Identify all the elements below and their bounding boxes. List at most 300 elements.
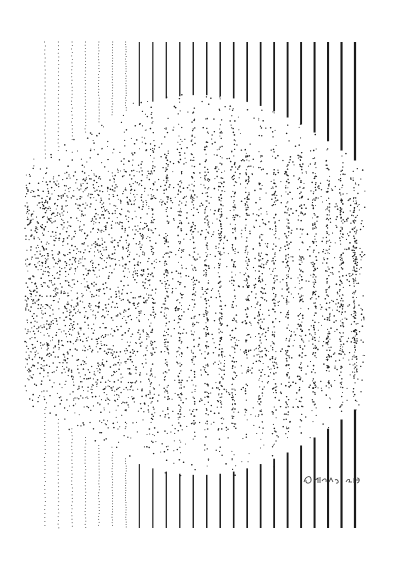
scatter-dot: [152, 419, 153, 420]
scatter-dot: [99, 222, 100, 223]
scatter-dot: [342, 194, 343, 195]
scatter-dot: [287, 355, 288, 356]
scatter-dot: [204, 298, 205, 299]
scatter-dot: [356, 268, 357, 269]
scatter-dot: [186, 234, 187, 235]
line-dot: [58, 449, 59, 450]
scatter-dot: [235, 320, 236, 321]
scatter-dot: [73, 190, 74, 191]
scatter-dot: [150, 386, 151, 387]
scatter-dot: [52, 362, 53, 363]
scatter-dot: [244, 415, 245, 416]
scatter-dot: [153, 315, 154, 316]
scatter-dot: [167, 201, 168, 202]
scatter-dot: [352, 250, 353, 251]
scatter-dot: [59, 317, 60, 318]
line-dot: [72, 135, 73, 136]
scatter-dot: [174, 106, 176, 108]
scatter-dot: [355, 278, 356, 279]
scatter-dot: [267, 247, 268, 248]
scatter-dot: [41, 348, 42, 349]
scatter-dot: [205, 336, 206, 337]
scatter-dot: [206, 408, 207, 409]
scatter-dot: [90, 203, 92, 205]
scatter-dot: [180, 348, 181, 349]
scatter-dot: [194, 258, 196, 260]
scatter-dot: [349, 273, 350, 274]
scatter-dot: [58, 251, 60, 253]
scatter-dot: [94, 191, 95, 192]
line-dot: [126, 524, 127, 525]
scatter-dot: [85, 214, 86, 215]
scatter-dot: [215, 347, 216, 348]
scatter-dot: [33, 331, 34, 332]
scatter-dot: [135, 373, 136, 374]
line-dot: [58, 494, 59, 495]
scatter-dot: [102, 243, 103, 244]
scatter-dot: [207, 242, 208, 243]
line-dot: [58, 113, 59, 114]
scatter-dot: [246, 354, 247, 355]
scatter-dot: [232, 399, 234, 401]
scatter-dot: [70, 341, 71, 342]
scatter-dot: [123, 270, 124, 271]
scatter-dot: [112, 258, 113, 259]
scatter-dot: [193, 277, 194, 278]
scatter-dot: [210, 296, 212, 298]
scatter-dot: [313, 369, 314, 370]
scatter-dot: [128, 203, 129, 204]
scatter-dot: [65, 381, 66, 382]
scatter-dot: [244, 274, 245, 275]
scatter-dot: [233, 379, 234, 380]
scatter-dot: [37, 362, 39, 364]
scatter-dot: [354, 394, 355, 395]
scatter-dot: [181, 265, 182, 266]
scatter-dot: [93, 310, 94, 311]
scatter-dot: [353, 396, 354, 397]
scatter-dot: [230, 210, 231, 211]
scatter-dot: [209, 202, 210, 203]
scatter-dot: [105, 225, 106, 226]
scatter-dot: [342, 166, 343, 167]
scatter-dot: [147, 434, 148, 435]
scatter-dot: [159, 147, 160, 148]
line-dot: [126, 502, 127, 503]
scatter-dot: [103, 249, 104, 250]
scatter-dot: [243, 351, 244, 352]
scatter-dot: [150, 198, 152, 200]
scatter-dot: [313, 286, 314, 287]
scatter-dot: [151, 251, 152, 252]
scatter-dot: [315, 372, 316, 373]
scatter-dot: [115, 222, 116, 223]
scatter-dot: [233, 357, 234, 358]
scatter-dot: [82, 341, 83, 342]
scatter-dot: [28, 368, 30, 370]
scatter-dot: [346, 193, 347, 194]
scatter-dot: [235, 181, 236, 182]
scatter-dot: [27, 322, 28, 323]
scatter-dot: [126, 189, 127, 190]
scatter-dot: [233, 200, 234, 201]
scatter-dot: [146, 396, 147, 397]
scatter-dot: [290, 156, 292, 158]
scatter-dot: [214, 154, 215, 155]
scatter-dot: [47, 375, 48, 376]
scatter-dot: [93, 428, 94, 429]
line-dot: [98, 59, 99, 60]
scatter-dot: [119, 359, 120, 360]
scatter-dot: [34, 337, 35, 338]
scatter-dot: [167, 220, 168, 221]
scatter-dot: [338, 302, 340, 304]
scatter-dot: [207, 169, 208, 170]
scatter-dot: [225, 305, 227, 307]
scatter-dot: [360, 229, 361, 230]
scatter-dot: [97, 232, 98, 233]
scatter-dot: [261, 110, 262, 111]
scatter-dot: [272, 156, 273, 157]
scatter-dot: [342, 300, 343, 301]
scatter-dot: [275, 390, 277, 392]
scatter-dot: [74, 283, 75, 284]
line-dot: [125, 492, 126, 493]
scatter-dot: [219, 293, 220, 294]
scatter-dot: [145, 359, 146, 360]
scatter-dot: [196, 209, 197, 210]
scatter-dot: [111, 306, 112, 307]
scatter-dot: [188, 222, 189, 223]
scatter-dot: [117, 222, 118, 223]
scatter-dot: [108, 255, 109, 256]
line-dot: [99, 121, 100, 122]
scatter-dot: [354, 368, 355, 369]
scatter-dot: [220, 224, 222, 226]
scatter-dot: [122, 257, 123, 258]
scatter-dot: [149, 284, 150, 285]
scatter-dot: [231, 272, 232, 273]
scatter-dot: [168, 446, 169, 447]
scatter-dot: [258, 348, 259, 349]
scatter-dot: [108, 218, 109, 219]
scatter-dot: [150, 173, 152, 175]
scatter-dot: [222, 332, 223, 333]
scatter-dot: [151, 353, 152, 354]
scatter-dot: [210, 98, 211, 99]
line-dot: [45, 114, 46, 115]
scatter-dot: [280, 247, 281, 248]
scatter-dot: [207, 118, 208, 119]
scatter-dot: [221, 215, 223, 217]
scatter-dot: [125, 428, 126, 429]
scatter-dot: [300, 379, 301, 380]
line-dot: [99, 501, 100, 502]
scatter-dot: [260, 266, 261, 267]
scatter-dot: [246, 241, 247, 242]
scatter-dot: [309, 341, 310, 342]
scatter-dot: [51, 250, 52, 251]
scatter-dot: [69, 405, 70, 406]
scatter-dot: [150, 341, 151, 342]
scatter-dot: [106, 222, 108, 224]
line-dot: [98, 89, 99, 90]
scatter-dot: [206, 326, 207, 327]
scatter-dot: [26, 346, 27, 347]
scatter-dot: [58, 301, 59, 302]
scatter-dot: [105, 229, 107, 231]
scatter-dot: [204, 177, 205, 178]
scatter-dot: [357, 215, 358, 216]
scatter-dot: [272, 334, 273, 335]
scatter-dot: [58, 308, 59, 309]
line-dot: [58, 101, 59, 102]
scatter-dot: [150, 323, 151, 324]
line-dot: [85, 93, 86, 94]
scatter-dot: [27, 190, 29, 192]
scatter-dot: [220, 400, 221, 401]
scatter-dot: [155, 228, 156, 229]
scatter-dot: [152, 442, 153, 443]
scatter-dot: [98, 289, 99, 290]
scatter-dot: [343, 219, 344, 220]
scatter-dot: [53, 296, 54, 297]
scatter-dot: [261, 160, 262, 161]
scatter-dot: [150, 295, 151, 296]
scatter-dot: [46, 248, 48, 250]
scatter-dot: [312, 172, 314, 174]
scatter-dot: [44, 365, 45, 366]
scatter-dot: [246, 201, 247, 202]
scatter-dot: [223, 369, 224, 370]
scatter-dot: [208, 300, 209, 301]
scatter-dot: [27, 320, 28, 321]
scatter-dot: [205, 259, 206, 260]
scatter-dot: [205, 237, 206, 238]
scatter-dot: [119, 397, 120, 398]
scatter-dot: [247, 299, 248, 300]
scatter-dot: [231, 260, 232, 261]
scatter-dot: [87, 318, 88, 319]
scatter-dot: [356, 283, 357, 284]
scatter-dot: [221, 313, 222, 314]
scatter-dot: [327, 250, 328, 251]
scatter-dot: [207, 178, 209, 180]
scatter-dot: [77, 281, 78, 282]
scatter-dot: [218, 412, 220, 414]
scatter-dot: [172, 291, 173, 292]
scatter-dot: [240, 183, 241, 184]
scatter-dot: [166, 196, 167, 197]
scatter-dot: [194, 398, 195, 399]
scatter-dot: [67, 243, 68, 244]
line-dot: [45, 118, 46, 119]
scatter-dot: [358, 305, 359, 306]
scatter-dot: [333, 301, 334, 302]
scatter-dot: [245, 149, 246, 150]
scatter-dot: [198, 231, 199, 232]
scatter-dot: [221, 190, 222, 191]
scatter-dot: [38, 182, 40, 184]
scatter-dot: [48, 243, 49, 244]
scatter-dot: [152, 347, 153, 348]
scatter-dot: [86, 338, 87, 339]
scatter-dot: [25, 260, 26, 261]
scatter-dot: [288, 346, 289, 347]
scatter-dot: [68, 176, 69, 177]
scatter-dot: [195, 295, 196, 296]
scatter-dot: [55, 238, 56, 239]
scatter-dot: [221, 254, 222, 255]
scatter-dot: [271, 149, 272, 150]
scatter-dot: [219, 243, 220, 244]
scatter-dot: [80, 364, 82, 366]
scatter-dot: [66, 336, 67, 337]
line-dot: [58, 460, 59, 461]
scatter-dot: [171, 335, 172, 336]
scatter-dot: [259, 357, 260, 358]
scatter-dot: [231, 125, 232, 126]
scatter-dot: [219, 451, 220, 452]
scatter-dot: [85, 188, 86, 189]
scatter-dot: [221, 316, 222, 317]
line-dot: [58, 438, 59, 439]
scatter-dot: [205, 208, 206, 209]
scatter-dot: [108, 311, 109, 312]
line-dot: [71, 111, 72, 112]
scatter-dot: [213, 363, 214, 364]
scatter-dot: [179, 135, 180, 136]
scatter-dot: [275, 246, 276, 247]
scatter-dot: [63, 227, 64, 228]
scatter-dot: [111, 258, 112, 259]
scatter-dot: [218, 393, 219, 394]
scatter-dot: [178, 375, 179, 376]
scatter-dot: [282, 279, 283, 280]
line-dot: [71, 55, 72, 56]
scatter-dot: [130, 438, 131, 439]
scatter-dot: [313, 421, 314, 422]
scatter-dot: [133, 170, 134, 171]
scatter-dot: [321, 307, 323, 309]
scatter-dot: [154, 145, 156, 147]
scatter-dot: [141, 185, 142, 186]
scatter-dot: [191, 359, 193, 361]
scatter-dot: [45, 200, 46, 201]
line-dot: [71, 505, 72, 506]
scatter-dot: [164, 243, 165, 244]
scatter-dot: [115, 357, 116, 358]
scatter-dot: [355, 340, 356, 341]
scatter-dot: [180, 365, 181, 366]
scatter-dot: [354, 306, 355, 307]
scatter-dot: [81, 216, 82, 217]
scatter-dot: [360, 391, 361, 392]
scatter-dot: [332, 274, 333, 275]
line-dot: [112, 74, 113, 75]
scatter-dot: [355, 184, 356, 185]
scatter-dot: [71, 238, 72, 239]
scatter-dot: [53, 176, 54, 177]
line-dot: [112, 471, 113, 472]
scatter-dot: [236, 182, 237, 183]
scatter-dot: [44, 399, 46, 401]
scatter-dot: [134, 351, 135, 352]
scatter-dot: [272, 349, 273, 350]
line-dot: [58, 501, 59, 502]
scatter-dot: [303, 258, 304, 259]
scatter-dot: [346, 319, 347, 320]
line-dot: [112, 468, 113, 469]
scatter-dot: [153, 184, 154, 185]
scatter-dot: [179, 102, 180, 103]
scatter-dot: [119, 240, 120, 241]
scatter-dot: [268, 381, 269, 382]
scatter-dot: [174, 440, 175, 441]
scatter-dot: [292, 256, 293, 257]
scatter-dot: [202, 127, 204, 129]
line-dot: [72, 456, 73, 457]
scatter-dot: [198, 346, 199, 347]
scatter-dot: [213, 422, 214, 423]
scatter-dot: [26, 266, 27, 267]
scatter-dot: [191, 464, 193, 466]
scatter-dot: [155, 293, 156, 294]
scatter-dot: [320, 309, 321, 310]
line-dot: [85, 466, 86, 467]
scatter-dot: [26, 185, 27, 186]
line-dot: [125, 488, 126, 489]
scatter-dot: [214, 142, 215, 143]
scatter-dot: [178, 308, 179, 309]
scatter-dot: [66, 263, 67, 264]
scatter-dot: [42, 201, 43, 202]
scatter-dot: [204, 450, 205, 451]
scatter-dot: [268, 366, 269, 367]
scatter-dot: [121, 160, 122, 161]
scatter-dot: [35, 303, 36, 304]
line-dot: [126, 468, 127, 469]
scatter-dot: [349, 352, 350, 353]
scatter-dot: [286, 278, 287, 279]
scatter-dot: [234, 319, 235, 320]
scatter-dot: [28, 348, 29, 349]
scatter-dot: [108, 171, 109, 172]
scatter-dot: [145, 143, 147, 145]
scatter-dot: [336, 216, 338, 218]
scatter-dot: [283, 298, 284, 299]
scatter-dot: [132, 154, 133, 155]
scatter-dot: [100, 257, 101, 258]
scatter-dot: [239, 216, 240, 217]
scatter-dot: [220, 156, 221, 157]
scatter-dot: [168, 385, 169, 386]
scatter-dot: [120, 392, 121, 393]
line-dot: [58, 90, 59, 91]
scatter-dot: [48, 345, 50, 347]
line-dot: [85, 489, 86, 490]
scatter-dot: [70, 311, 71, 312]
scatter-dot: [115, 265, 116, 266]
scatter-dot: [309, 255, 311, 257]
scatter-dot: [71, 370, 72, 371]
line-dot: [126, 93, 127, 94]
scatter-dot: [77, 266, 78, 267]
scatter-dot: [33, 159, 34, 160]
scatter-dot: [209, 179, 211, 181]
scatter-dot: [206, 421, 208, 423]
scatter-dot: [260, 398, 261, 399]
